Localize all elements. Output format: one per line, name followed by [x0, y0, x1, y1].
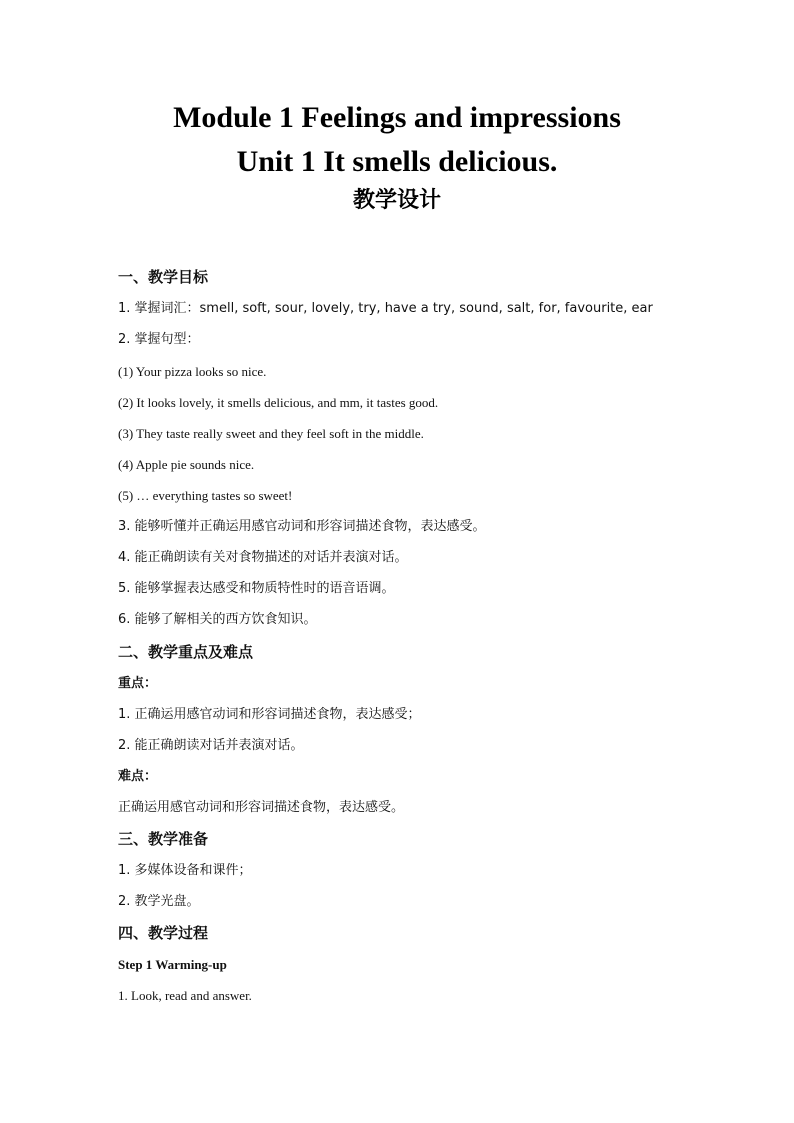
sentence-pattern-1: (1) Your pizza looks so nice. — [118, 364, 267, 379]
step-1-heading: Step 1 Warming-up — [118, 957, 227, 972]
difficult-points-label: 难点： — [118, 769, 158, 784]
objective-sentence-patterns: 2. 掌握句型： — [118, 332, 200, 347]
difficult-point-text: 正确运用感官动词和形容词描述食物，表达感受。 — [118, 800, 405, 815]
section-heading-key-points: 二、教学重点及难点 — [118, 643, 254, 661]
key-point-1: 1. 正确运用感官动词和形容词描述食物，表达感受； — [118, 707, 421, 722]
section-heading-preparation: 三、教学准备 — [118, 830, 209, 848]
doc-title-module: Module 1 Feelings and impressions — [173, 101, 621, 134]
sentence-pattern-3: (3) They taste really sweet and they feel soft in the middle. — [118, 426, 424, 441]
objective-listening: 3. 能够听懂并正确运用感官动词和形容词描述食物，表达感受。 — [118, 519, 486, 534]
preparation-item-1: 1. 多媒体设备和课件； — [118, 863, 252, 878]
doc-title-unit: Unit 1 It smells delicious. — [236, 145, 558, 178]
objective-vocabulary: 1. 掌握词汇：smell, soft, sour, lovely, try, have a try, sound, salt, for, favourite, ear — [118, 301, 653, 316]
section-heading-process: 四、教学过程 — [118, 924, 209, 942]
doc-type-heading: 教学设计 — [352, 188, 441, 213]
objective-intonation: 5. 能够掌握表达感受和物质特性时的语音语调。 — [118, 581, 395, 596]
objective-culture: 6. 能够了解相关的西方饮食知识。 — [118, 612, 317, 627]
step-1-item-1: 1. Look, read and answer. — [118, 988, 252, 1003]
section-heading-objectives: 一、教学目标 — [118, 268, 209, 286]
sentence-pattern-2: (2) It looks lovely, it smells delicious, and mm, it tastes good. — [118, 395, 439, 410]
preparation-item-2: 2. 教学光盘。 — [118, 894, 200, 909]
key-point-2: 2. 能正确朗读对话并表演对话。 — [118, 738, 304, 753]
sentence-pattern-5: (5) … everything tastes so sweet! — [118, 488, 293, 503]
sentence-pattern-4: (4) Apple pie sounds nice. — [118, 457, 255, 472]
key-points-label: 重点： — [118, 676, 158, 691]
objective-reading: 4. 能正确朗读有关对食物描述的对话并表演对话。 — [118, 550, 408, 565]
